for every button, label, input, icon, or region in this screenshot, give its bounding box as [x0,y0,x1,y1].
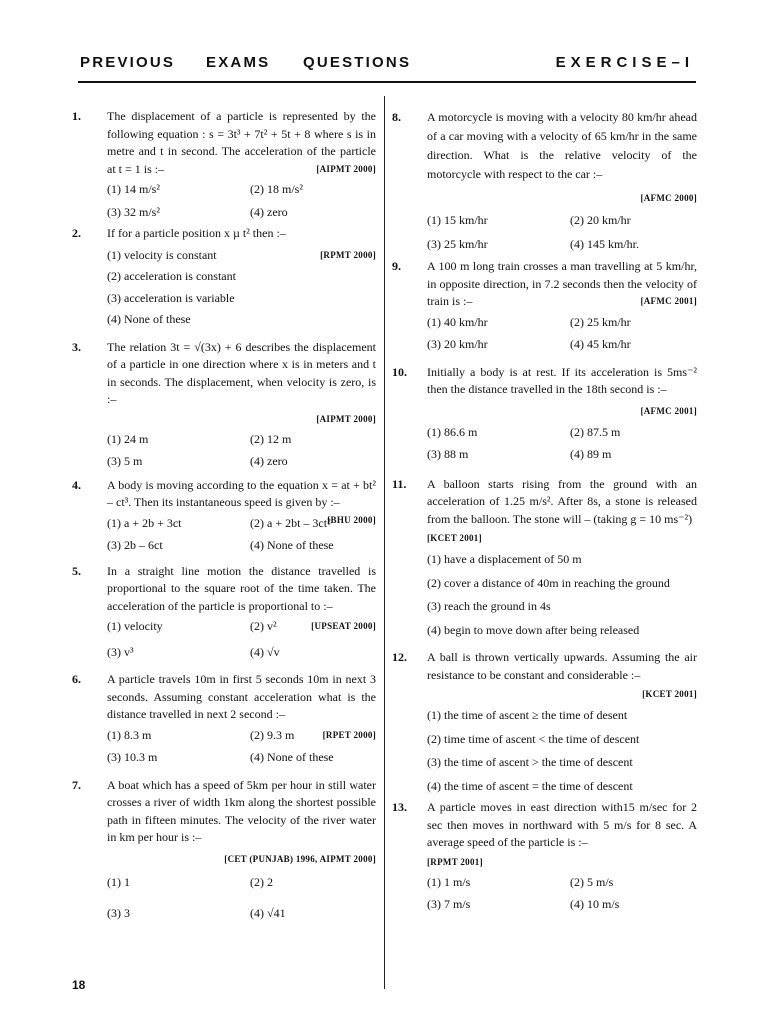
page-number: 18 [72,978,86,992]
right-column [392,108,697,914]
option: (4) 89 m [570,447,612,461]
option: (3) 5 m [107,454,143,468]
question-number: 13. [392,800,407,814]
option: (4) √v [250,644,280,659]
options [427,424,697,464]
option: (1) the time of ascent ≥ the time of desent [427,708,628,722]
option: (2) 25 km/hr [570,314,631,329]
question-stem: Initially a body is at rest. If its acceleration is 5ms⁻² then the distance travelled in the 18th second is :– [427,364,697,396]
option: (4) the time of ascent = the time of descent [427,778,633,793]
question-stem: The displacement of a particle is represented by the following equation : s = 3t³ + 7t² + 5t + 8 where s is in metre and t in second. The acceleration of the particle at t = 1 is :– [AIPMT 2000] [107,109,376,176]
question-stem: A motorcycle is moving with a velocity 80 km/hr ahead of a car moving with a velocity of 65 km/hr in the same direction. What is the relative velocity of the motorcycle with respect to the car :– [427,110,697,181]
option: (3) v³ [107,644,134,659]
exam-source: [AIPMT 2000] [316,163,376,174]
question-stem: In a straight line motion the distance travelled is proportional to the square root of the time taken. The acceleration of the particle is proportional to :– [107,563,376,613]
question-stem: A boat which has a speed of 5km per hour in still water crosses a river of width 1km along the shortest possible path in fifteen minutes. The velocity of the river water in km per hour is :– [107,777,376,844]
option: (4) 145 km/hr. [570,237,639,251]
option: (1) 24 m [107,431,149,446]
option: (1) have a displacement of 50 m [427,552,582,566]
exam-source: [BHU 2000] [327,514,376,525]
option: (2) 12 m [250,431,292,446]
exam-source: [AFMC 2001] [640,405,697,416]
exam-source: [RPMT 2000] [320,249,376,260]
question-number: 2. [72,226,81,240]
question-1 [72,108,376,221]
option: (1) 40 km/hr [427,314,488,329]
exam-source: [RPET 2000] [322,729,376,740]
option: (3) 88 m [427,447,469,461]
question-stem: A balloon starts rising from the ground with an acceleration of 1.25 m/s². After 8s, a stone is released from the balloon. The stone will – (taking g = 10 ms⁻²) [427,476,697,526]
exam-source: [UPSEAT 2000] [311,621,376,631]
options [107,181,376,221]
exam-source: [CET (PUNJAB) 1996, AIPMT 2000] [224,853,376,864]
question-stem: The relation 3t = √(3x) + 6 describes the displacement of a particle in one direction where x is in meters and t in seconds. The displacement, when velocity is zero, is :– [107,339,376,406]
option: (2) 87.5 m [570,424,621,439]
option: (1) 14 m/s² [107,182,160,196]
option: (2) 2 [250,874,273,889]
question-number: 6. [72,672,81,686]
option: (3) 7 m/s [427,897,471,911]
option: (4) zero [250,204,288,219]
question-stem: A particle travels 10m in first 5 seconds 10m in next 3 seconds. Assuming constant acceleration what is the distance travelled in next 2 second :– [107,672,376,721]
option: (2) 9.3 m [RPET 2000] [250,727,376,742]
question-number: 3. [72,339,81,354]
exam-source: [KCET 2001] [427,533,482,543]
option: (3) acceleration is variable [107,290,235,305]
question-10 [392,364,697,464]
option: (4) None of these [250,538,334,552]
question-13 [392,799,697,914]
exam-source: [AFMC 2000] [640,193,697,203]
option: (3) reach the ground in 4s [427,599,551,613]
question-number: 10. [392,364,407,379]
option: (3) 32 m/s² [107,204,160,219]
page-header [78,54,696,76]
option: (2) v² [UPSEAT 2000] [250,619,376,633]
question-3 [72,339,376,471]
option: (3) 2b – 6ct [107,538,163,552]
left-column [72,108,376,923]
question-number: 12. [392,650,407,664]
question-6 [72,671,376,767]
option: (2) 5 m/s [570,874,614,889]
option: (1) velocity [107,619,163,633]
option: (2) acceleration is constant [107,269,236,283]
option: (3) 20 km/hr [427,337,488,351]
option: (2) 18 m/s² [250,182,303,196]
option: (1) 8.3 m [107,727,152,742]
question-stem: If for a particle position x µ t² then :– [107,226,286,240]
options [107,431,376,471]
option: (4) None of these [250,750,334,764]
option: (1) velocity is constant [RPMT 2000] [107,247,376,262]
options [427,874,697,914]
exam-source: [KCET 2001] [642,689,697,699]
question-4 [72,477,376,555]
header-word-previous: PREVIOUS [80,54,176,71]
option: (1) 15 km/hr [427,213,488,227]
option: (4) zero [250,454,288,468]
options [107,247,376,329]
option: (4) 10 m/s [570,897,620,911]
option: (3) 25 km/hr [427,237,488,251]
question-number: 4. [72,477,81,492]
question-number: 9. [392,259,401,273]
question-7 [72,777,376,923]
option: (3) 10.3 m [107,750,158,764]
question-8 [392,108,697,254]
options [427,314,697,354]
question-12 [392,649,697,795]
question-number: 5. [72,563,81,578]
question-stem: A 100 m long train crosses a man travelling at 5 km/hr, in opposite direction, in 7.2 seconds then the velocity of train is :– [AFMC 2001] [427,259,697,308]
option: (3) 3 [107,906,130,920]
question-number: 7. [72,777,81,792]
option: (3) the time of ascent > the time of descent [427,755,633,769]
option: (2) 20 km/hr [570,213,631,227]
option: (4) None of these [107,312,191,326]
option: (1) 1 [107,874,130,889]
question-stem: A particle moves in east direction with15 m/sec for 2 sec then moves in northward with 5 m/s for 8 sec. A average speed of the particle is :– [427,800,697,849]
options [107,618,376,661]
exercise-label: EXERCISE–I [555,54,694,71]
option: (2) time time of ascent < the time of descent [427,731,640,746]
options [427,551,697,639]
option: (2) cover a distance of 40m in reaching the ground [427,575,670,590]
options [427,707,697,795]
option: (1) 1 m/s [427,874,471,889]
question-2 [72,225,376,329]
column-divider [384,96,385,989]
option: (1) 86.6 m [427,424,478,439]
options [427,211,697,254]
exam-source: [AIPMT 2000] [316,413,376,424]
question-11 [392,476,697,640]
options [107,874,376,923]
exam-source: [AFMC 2001] [640,296,697,306]
option: (4) begin to move down after being released [427,622,640,637]
option: (4) √41 [250,906,286,920]
question-stem: A body is moving according to the equation x = at + bt² – ct³. Then its instantaneous speed is given by :– [BHU 2000] [107,477,376,512]
header-rule [78,81,696,83]
option: (1) a + 2b + 3ct [107,515,182,530]
question-9 [392,258,697,354]
question-5 [72,563,376,662]
question-number: 1. [72,109,81,123]
exam-source: [RPMT 2001] [427,856,483,867]
options [107,727,376,767]
options [107,515,334,555]
header-word-questions: QUESTIONS [303,54,412,71]
header-word-exams: EXAMS [206,54,271,71]
question-number: 8. [392,110,401,124]
option: (2) a + 2bt – 3ct² [250,515,331,530]
question-number: 11. [392,476,407,491]
question-stem: A ball is thrown vertically upwards. Assuming the air resistance to be constant and considerable :– [427,650,697,682]
option: (4) 45 km/hr [570,337,631,351]
